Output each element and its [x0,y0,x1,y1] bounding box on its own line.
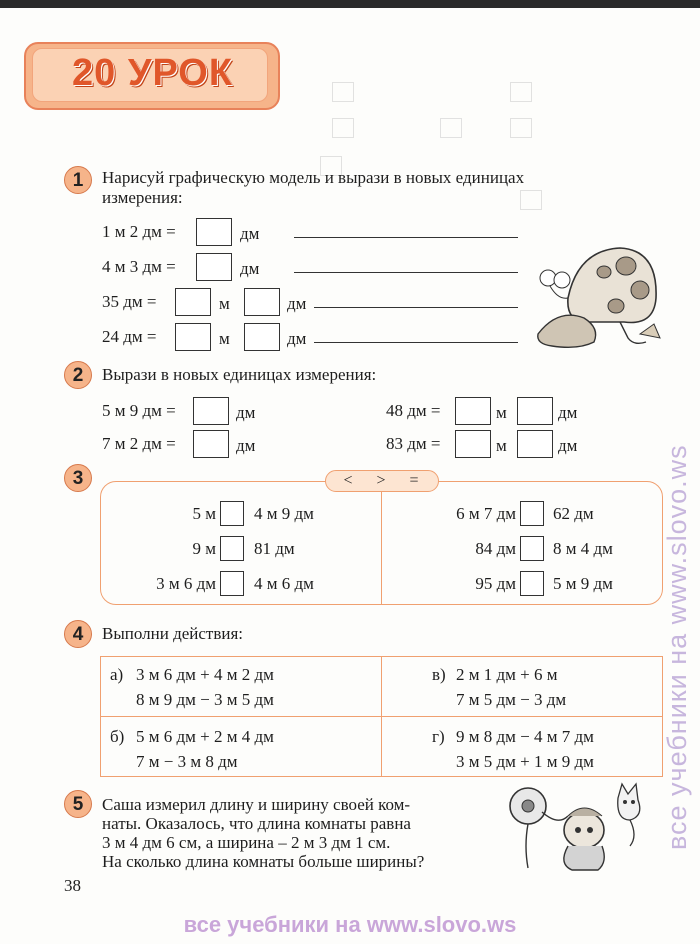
answer-box-meters[interactable] [455,430,491,458]
answer-box-decimeters[interactable] [244,288,280,316]
task-2-expression: 5 м 9 дм = [102,401,176,420]
drawing-line[interactable] [314,307,518,308]
compare-right: 4 м 6 дм [254,574,314,593]
comparison-symbols: < > = [325,470,439,492]
compare-left: 3 м 6 дм [156,574,216,593]
cell-label: а) [110,665,124,684]
task-1-number: 1 [64,166,92,194]
exercise-line: 3 м 5 дм + 1 м 9 дм [456,752,594,771]
exercise-line: 3 м 6 дм + 4 м 2 дм [136,665,274,684]
answer-box[interactable] [196,253,232,281]
cell-label: б) [110,727,125,746]
word-problem-line: На сколько длина комнаты больше ширины? [102,852,425,871]
answer-box-meters[interactable] [175,323,211,351]
compare-box[interactable] [220,501,244,526]
task-2-expression: 48 дм = [386,401,441,420]
task-4-number: 4 [64,620,92,648]
answer-box-decimeters[interactable] [244,323,280,351]
compare-box[interactable] [520,501,544,526]
exercise-line: 2 м 1 дм + 6 м [456,665,558,684]
unit-label: дм [240,259,260,278]
compare-box[interactable] [220,536,244,561]
unit-label: дм [558,436,578,455]
task-1-expression: 35 дм = [102,292,157,311]
exercise-line: 7 м 5 дм − 3 дм [456,690,567,709]
compare-box[interactable] [520,571,544,596]
exercise-line: 5 м 6 дм + 2 м 4 дм [136,727,274,746]
word-problem-line: Саша измерил длину и ширину своей ком- [102,795,411,814]
word-problem-line: наты. Оказалось, что длина комнаты равна [102,814,411,833]
drawing-line[interactable] [294,272,518,273]
compare-left: 95 дм [475,574,516,593]
task-1-expression: 24 дм = [102,327,157,346]
task-4-horizontal-divider [101,716,662,717]
boy-measuring-illustration [498,776,658,876]
compare-right: 5 м 9 дм [553,574,613,593]
task-2-number: 2 [64,361,92,389]
unit-label: дм [558,403,578,422]
word-problem-line: 3 м 4 дм 6 см, а ширина – 2 м 3 дм 1 см. [102,833,391,852]
answer-box[interactable] [193,397,229,425]
bottom-watermark: все учебники на www.slovo.ws [183,912,517,937]
unit-label: дм [236,403,256,422]
compare-box[interactable] [520,536,544,561]
unit-label: м [496,436,507,455]
drawing-line[interactable] [294,237,518,238]
task-1-expression: 4 м 3 дм = [102,257,176,276]
task-1-instruction-cont: измерения: [102,188,183,207]
snail-illustration [528,238,668,358]
lesson-title: 20 УРОК [72,52,234,94]
unit-label: дм [236,436,256,455]
compare-right: 81 дм [254,539,295,558]
answer-box-decimeters[interactable] [517,397,553,425]
compare-left: 5 м [192,504,216,523]
answer-box-decimeters[interactable] [517,430,553,458]
cell-label: в) [432,665,446,684]
compare-right: 8 м 4 дм [553,539,613,558]
task-2-expression: 83 дм = [386,434,441,453]
unit-label: м [219,329,230,348]
compare-right: 62 дм [553,504,594,523]
answer-box-meters[interactable] [455,397,491,425]
task-1-expression: 1 м 2 дм = [102,222,176,241]
task-3-number: 3 [64,464,92,492]
task-2-instruction: Вырази в новых единицах измерения: [102,365,377,384]
unit-label: м [496,403,507,422]
compare-right: 4 м 9 дм [254,504,314,523]
unit-label: м [219,294,230,313]
compare-left: 84 дм [475,539,516,558]
answer-box[interactable] [193,430,229,458]
page-top-edge [0,0,700,8]
task-4-instruction: Выполни действия: [102,624,243,643]
exercise-line: 9 м 8 дм − 4 м 7 дм [456,727,594,746]
exercise-line: 7 м − 3 м 8 дм [136,752,238,771]
task-2-expression: 7 м 2 дм = [102,434,176,453]
unit-label: дм [287,329,307,348]
page-number: 38 [64,876,81,895]
answer-box[interactable] [196,218,232,246]
unit-label: дм [240,224,260,243]
compare-box[interactable] [220,571,244,596]
compare-left: 9 м [192,539,216,558]
compare-left: 6 м 7 дм [456,504,516,523]
side-watermark: все учебники на www.slovo.ws [662,444,692,850]
answer-box-meters[interactable] [175,288,211,316]
task-5-number: 5 [64,790,92,818]
task-1-instruction: Нарисуй графическую модель и вырази в новых единицах [102,168,525,187]
cell-label: г) [432,727,445,746]
exercise-line: 8 м 9 дм − 3 м 5 дм [136,690,274,709]
bleed-through [300,60,660,220]
drawing-line[interactable] [314,342,518,343]
task-3-divider [381,482,382,604]
unit-label: дм [287,294,307,313]
